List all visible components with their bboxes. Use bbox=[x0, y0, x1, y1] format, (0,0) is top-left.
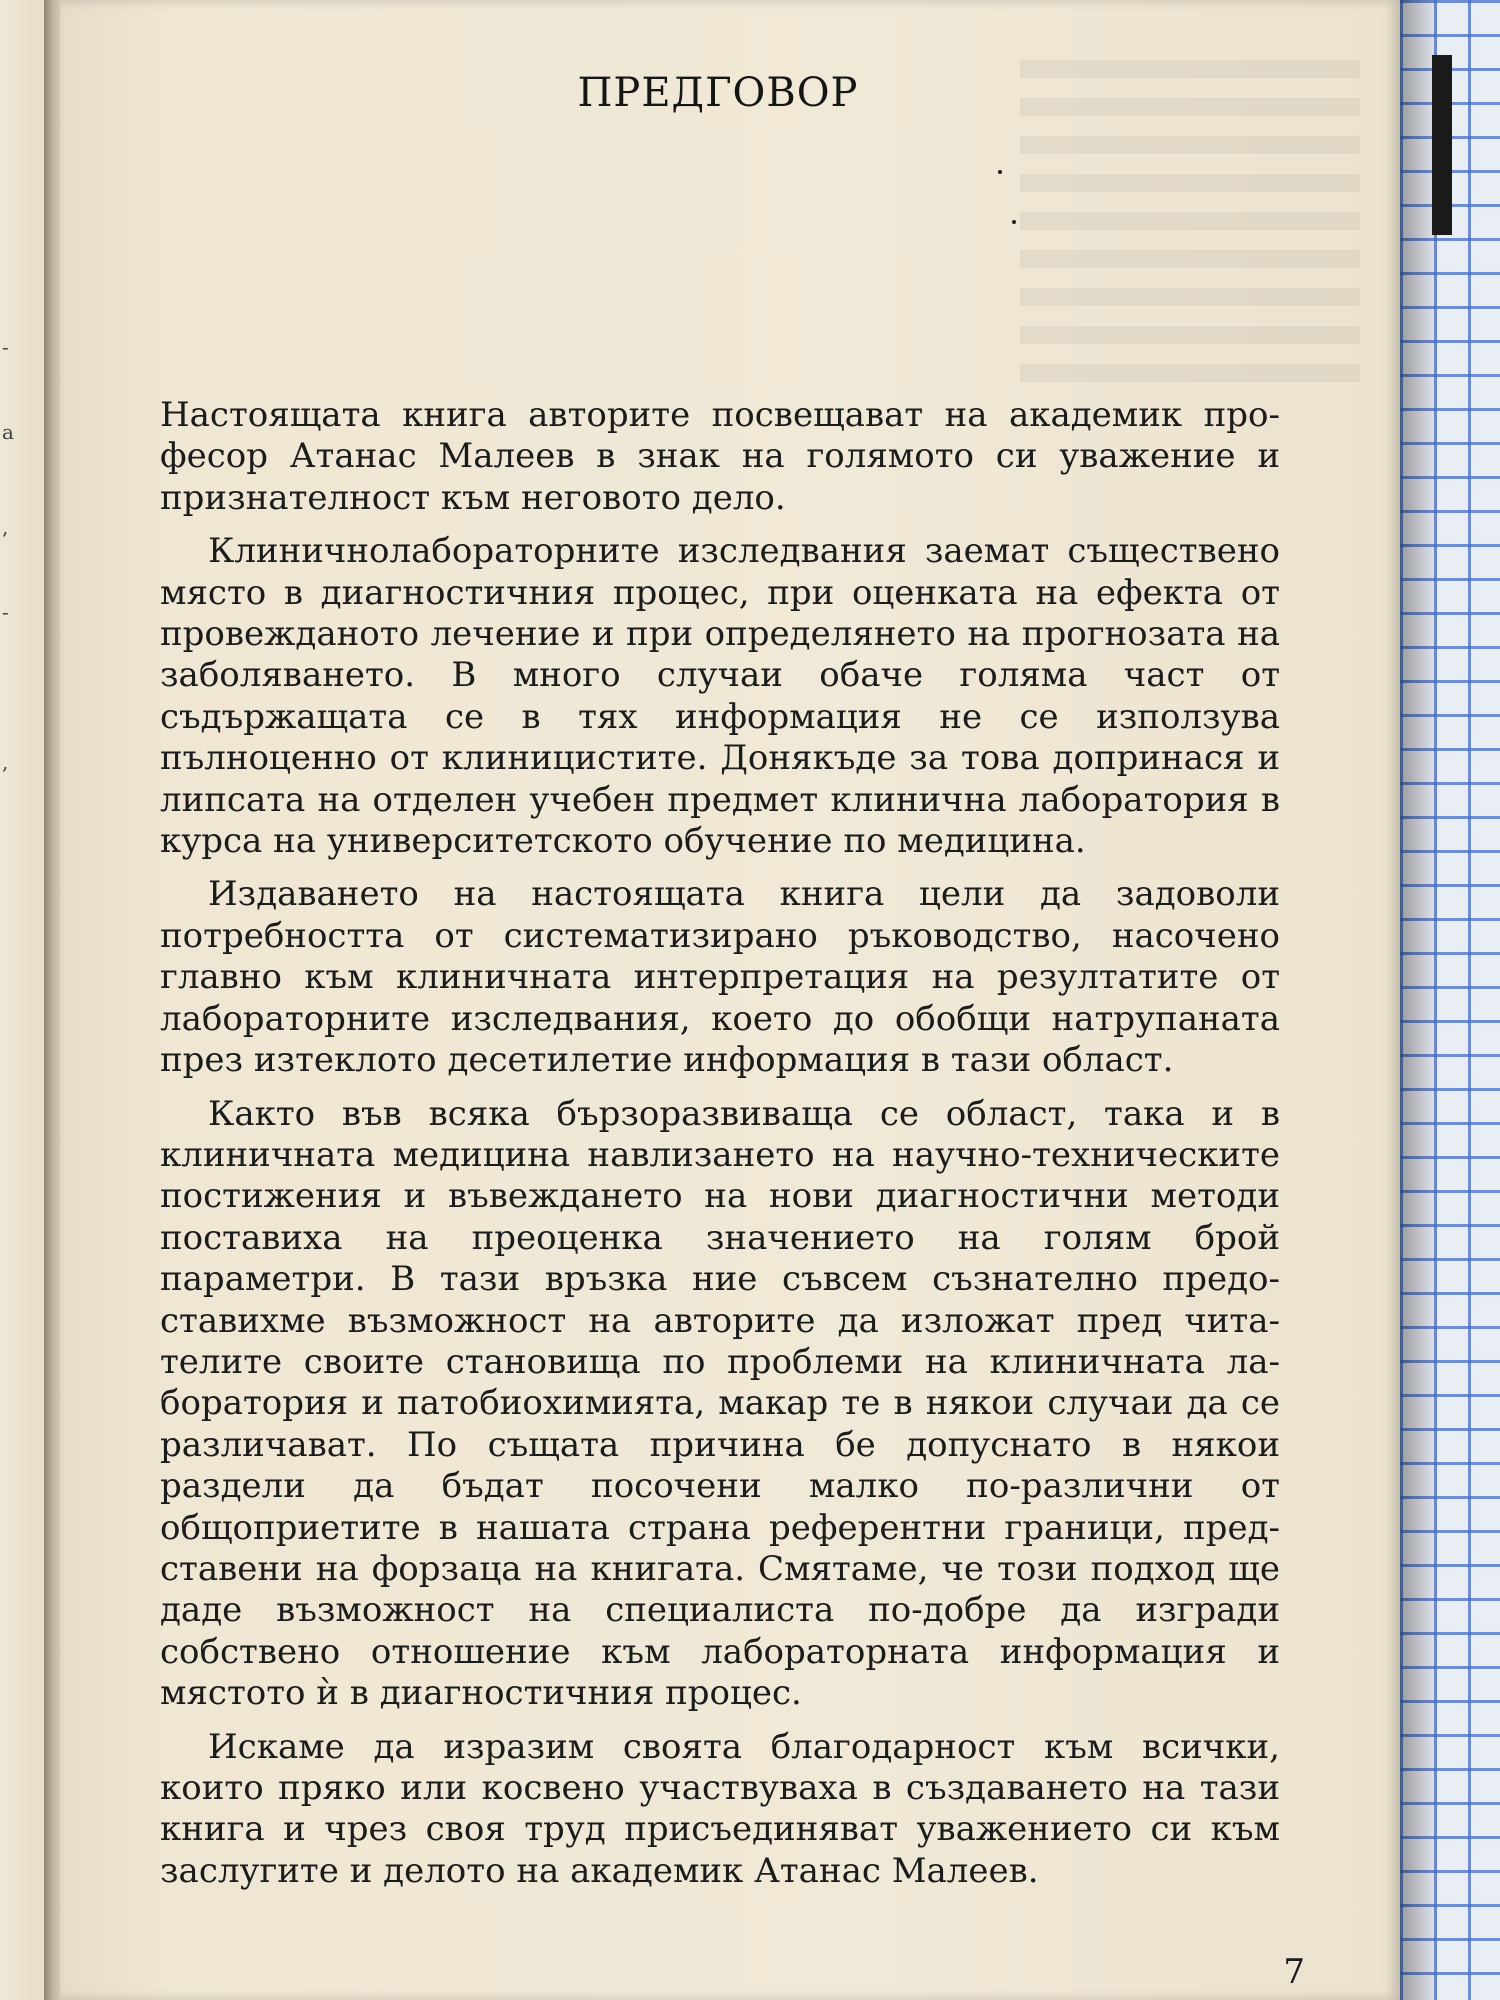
print-speck bbox=[1012, 220, 1016, 224]
paragraph: Издаването на настоящата книга цели да задоволи потребността от систематизирано ръководство, насочено главно към клиничната интерпретация на резултатите от лабораторните изследвания, което до обобщи натрупаната през изтеклото десетилетие информация в тази област. bbox=[160, 874, 1280, 1081]
page-number: 7 bbox=[1283, 1952, 1305, 1992]
body-text bbox=[160, 395, 1280, 1904]
paragraph-dedication: Настоящата книга авторите посвещават на академик професор Атанас Малеев в знак на голямото си уважение и признателност към неговото дело. bbox=[160, 395, 1280, 518]
adjacent-page-fragment: а bbox=[2, 420, 14, 444]
page-title: ПРЕДГОВОР bbox=[577, 70, 859, 116]
adjacent-page-fragment: , bbox=[2, 750, 9, 774]
dark-object-edge bbox=[1432, 55, 1452, 235]
book-page bbox=[60, 0, 1400, 2000]
adjacent-page-fragment: , bbox=[2, 515, 9, 539]
print-speck bbox=[998, 170, 1002, 174]
adjacent-page-fragment: - bbox=[2, 335, 9, 359]
paragraph: Както във всяка бързоразвиваща се област, така и в клиничната медицина навлизането на научно-техническите постижения и въвеждането на нови диагностични методи поставиха на преоценка значението на голям брой параметри. В тази връзка ние съвсем съзнателно предоставихме възможност на авторите да изложат пред читателите своите становища по проблеми на клиничната лаборатория и патобиохимията, макар те в някои случаи да се различават. По същата причина бе допуснато в някои раздели да бъдат посочени малко по-различни от общоприетите в нашата страна референтни граници, представени на форзаца на книгата. Смятаме, че този подход ще даде възможност на специалиста по-добре да изгради собствено отношение към лабораторната информация и мястото ѝ в диагностичния процес. bbox=[160, 1093, 1280, 1714]
paragraph: Искаме да изразим своята благодарност към всички, които пряко или косвено участвуваха в създаването на тази книга и чрез своя труд присъединяват уважението си към заслугите и делото на академик Атанас Малеев. bbox=[160, 1726, 1280, 1891]
adjacent-page-edge bbox=[0, 0, 48, 2000]
paragraph: Клиничнолабораторните изследвания заемат съществено място в диагностичния процес, при оценката на ефекта от провежданото лечение и при определянето на прогнозата на заболяването. В много случаи обаче голяма част от съдържащата се в тях информация не се използува пълноценно от клиницистите. Донякъде за това допринася и липсата на отделен учебен предмет клинична лаборатория в курса на университетското обучение по медицина. bbox=[160, 531, 1280, 862]
page-content bbox=[160, 70, 1356, 1891]
adjacent-page-fragment: - bbox=[2, 600, 9, 624]
page-shadow bbox=[1400, 0, 1440, 2000]
